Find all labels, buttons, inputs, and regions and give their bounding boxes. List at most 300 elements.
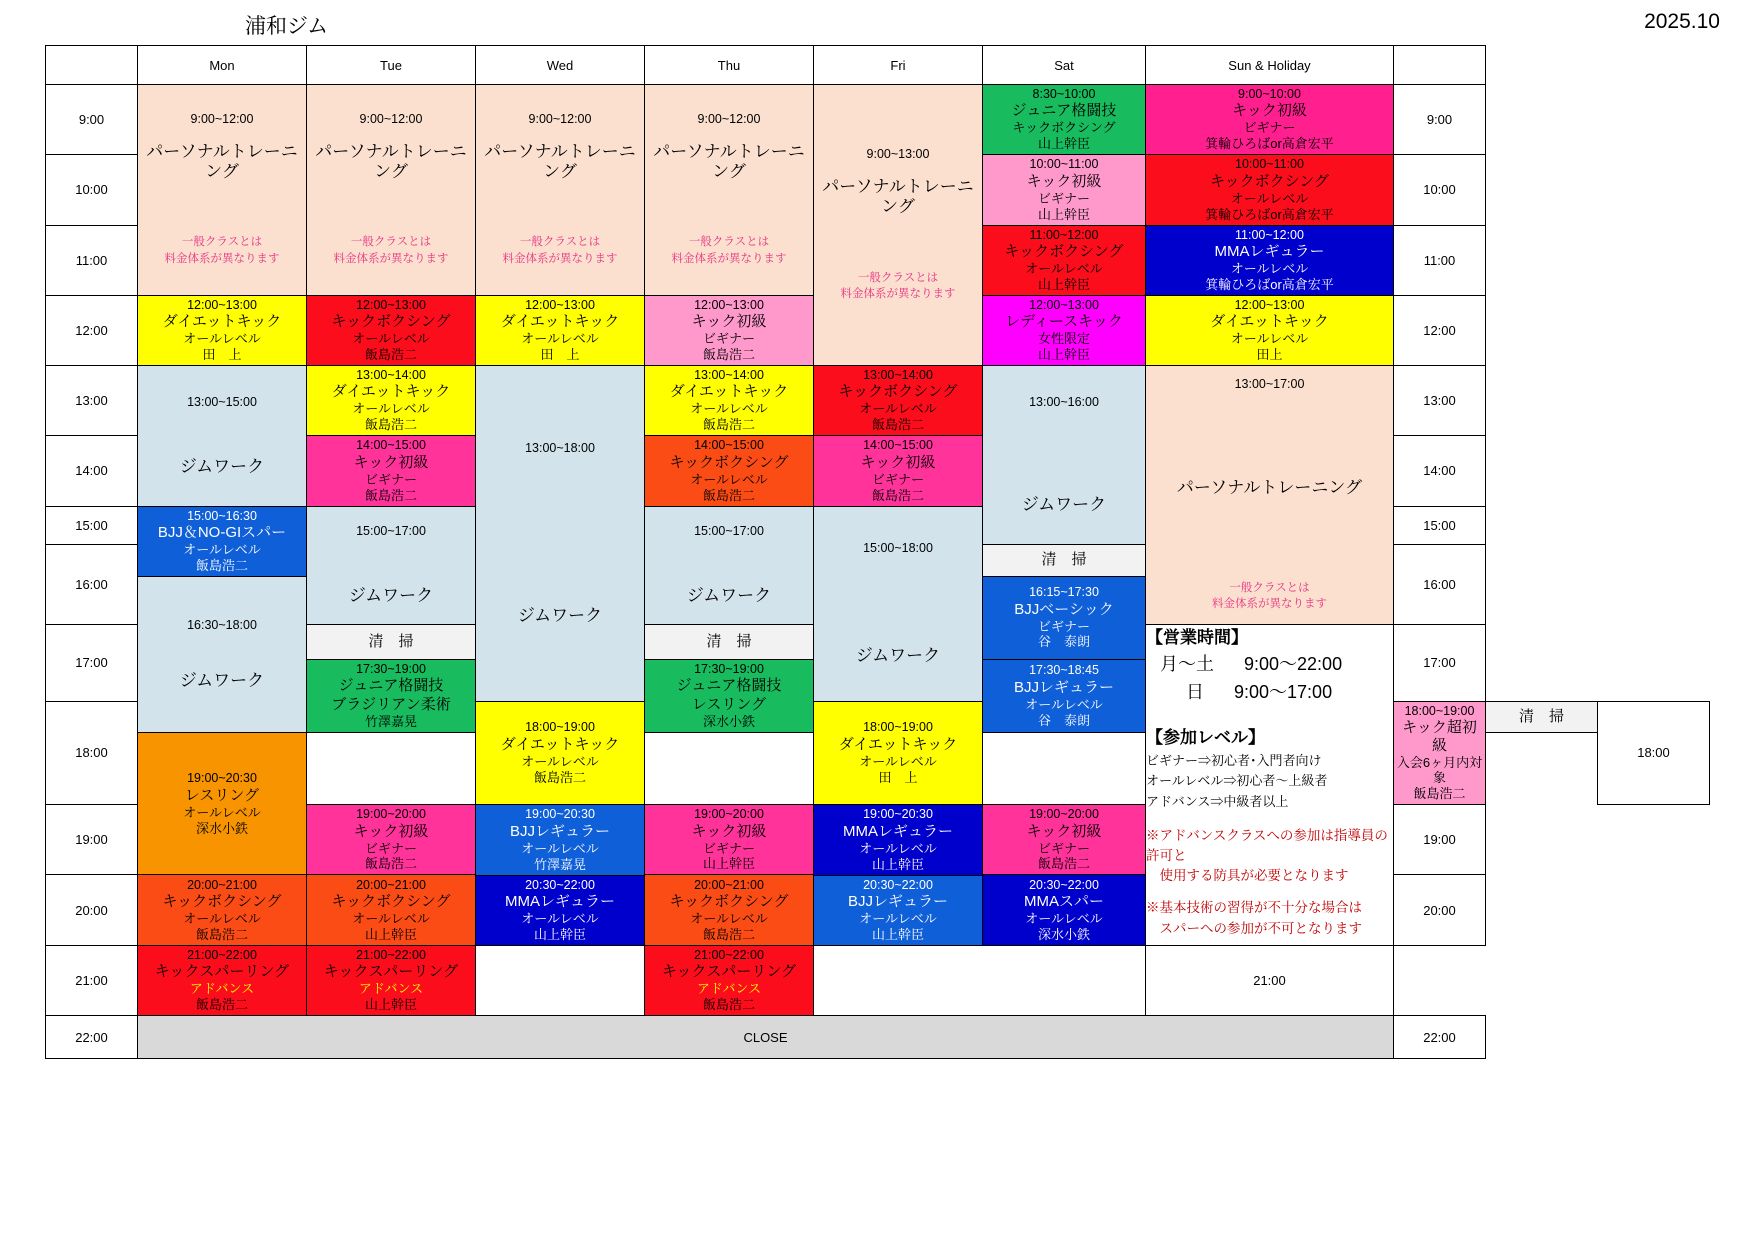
- cell-coach: 飯島浩二: [702, 417, 755, 433]
- cell-title: ダイエットキック: [500, 735, 620, 753]
- cell-level: アドバンス: [696, 981, 762, 997]
- cell-sun-kickboxing: [1146, 155, 1394, 225]
- cell-coach: 田上: [1256, 347, 1283, 363]
- cell-coach: 田 上: [540, 347, 580, 363]
- cell-title: キック初級: [691, 313, 767, 331]
- cell-title: パーソナルトレーニング: [1176, 477, 1363, 497]
- time-label-right-1100: 11:00: [1394, 225, 1486, 295]
- cell-time: 10:00~11:00: [1029, 157, 1099, 172]
- time-label-left-1200: 12:00: [46, 295, 138, 365]
- cell-level: ビギナー: [1243, 120, 1296, 136]
- info-hours-title: 【営業時間】: [1146, 627, 1248, 647]
- cell-coach: 深水小鉄: [702, 714, 755, 730]
- cell-time: 13:00~18:00: [525, 440, 595, 455]
- col-head-fri: Fri: [814, 46, 983, 85]
- cell-time: 19:00~20:00: [694, 807, 764, 822]
- col-head-tue: Tue: [307, 46, 476, 85]
- cell-title: キック超初級: [1402, 719, 1477, 755]
- cell-level: ビギナー: [364, 471, 417, 487]
- info-note-3: スパーへの参加が不可となります: [1146, 920, 1362, 936]
- cell-time: 18:00~19:00: [863, 720, 933, 735]
- cell-sat-clean-2: [1486, 701, 1598, 732]
- cell-title: BJJレギュラー: [1013, 678, 1114, 696]
- cell-level: オールレベル: [859, 401, 937, 417]
- info-levels-title: 【参加レベル】: [1146, 727, 1265, 747]
- cell-sat-wrestling: [138, 733, 307, 875]
- cell-title: ジムワーク: [855, 646, 941, 666]
- cell-time: 10:00~11:00: [1235, 157, 1304, 172]
- cell-sat-junior: [983, 85, 1146, 155]
- cell-wed-personal: [476, 85, 645, 296]
- cell-time: 17:30~18:45: [1029, 663, 1099, 678]
- cell-level: 女性限定: [1037, 331, 1090, 347]
- cell-fri-kick-adv: [1394, 701, 1486, 804]
- cell-time: 19:00~20:30: [863, 807, 933, 822]
- time-label-left-1100: 11:00: [46, 225, 138, 295]
- cell-thu-diet-kick: [645, 366, 814, 436]
- cell-time: 13:00~14:00: [694, 368, 764, 382]
- cell-coach: 飯島浩二: [702, 926, 755, 942]
- time-label-right-2200: 22:00: [1394, 1016, 1486, 1059]
- cell-time: 15:00~18:00: [863, 540, 933, 555]
- cell-mon-kickboxing: [138, 875, 307, 945]
- schedule-period: 2025.10: [1644, 10, 1720, 33]
- cell-mon-sparring: [138, 945, 307, 1015]
- time-label-right-1400: 14:00: [1394, 436, 1486, 506]
- cell-title: パーソナルトレーニング: [822, 176, 974, 217]
- cell-level: ビギナー: [1037, 190, 1090, 206]
- cell-title: キック初級: [860, 453, 936, 471]
- cell-time: 11:00~12:00: [1029, 227, 1099, 242]
- cell-note-2: 料金体系が異なります: [671, 252, 787, 265]
- cell-title: MMAレギュラー: [1214, 242, 1325, 260]
- cell-mon-diet-kick-2: [476, 701, 645, 804]
- cell-title: キックボクシング: [1004, 242, 1124, 260]
- cell-title: BJJレギュラー: [509, 822, 610, 840]
- cell-title: パーソナルトレーニング: [315, 141, 467, 182]
- cell-wed-gymwork: [476, 366, 645, 702]
- cell-wed-kick-beg: [645, 805, 814, 875]
- cell-time: 16:15~17:30: [1029, 585, 1099, 600]
- cell-note-1: 一般クラスとは: [857, 271, 939, 284]
- cell-note-1: 一般クラスとは: [688, 236, 770, 249]
- cell-time: 20:00~21:00: [187, 877, 257, 892]
- time-label-left-1000: 10:00: [46, 155, 138, 225]
- cell-level: ビギナー: [1037, 618, 1090, 634]
- cell-time: 13:00~15:00: [187, 394, 257, 409]
- time-label-left-1500: 15:00: [46, 506, 138, 544]
- cell-coach: 山上幹臣: [364, 926, 417, 942]
- cell-time: 12:00~13:00: [187, 297, 257, 312]
- cell-mon-gymwork-1: [138, 366, 307, 507]
- cell-time: 12:00~13:00: [1029, 297, 1099, 312]
- col-head-blank-left: [46, 46, 138, 85]
- cell-level: オールレベル: [1230, 190, 1309, 206]
- cell-coach: 山上幹臣: [871, 926, 924, 942]
- cell-wed-diet-kick: [476, 295, 645, 365]
- cell-time: 21:00~22:00: [187, 947, 257, 962]
- cell-coach: 山上幹臣: [364, 997, 417, 1013]
- time-label-right-1700: 17:00: [1394, 624, 1486, 701]
- cell-fri-kickboxing-2: [645, 875, 814, 945]
- info-note-2: ※基本技術の習得が不十分な場合は: [1146, 900, 1362, 916]
- cell-level: オールレベル: [521, 910, 599, 926]
- cell-time: 9:00~12:00: [190, 112, 254, 127]
- cell-time: 20:00~21:00: [694, 877, 764, 892]
- cell-time: 19:00~20:30: [525, 807, 595, 822]
- cell-time: 13:00~16:00: [1029, 394, 1099, 409]
- cell-tue-kickboxing: [307, 295, 476, 365]
- cell-tue-bjj-reg: [476, 805, 645, 875]
- cell-title: ジムワーク: [1021, 494, 1107, 514]
- cell-title: キックスパーリング: [154, 963, 290, 981]
- cell-title: パーソナルトレーニング: [146, 141, 298, 182]
- info-note-0: ※アドバンスクラスへの参加は指導員の許可と: [1146, 827, 1388, 863]
- time-label-right-1000: 10:00: [1394, 155, 1486, 225]
- cell-title: キックボクシング: [162, 892, 282, 910]
- cell-coach: 山上幹臣: [1037, 347, 1090, 363]
- info-hours-0-days: 月～土: [1160, 654, 1214, 675]
- cell-level: ビギナー: [364, 840, 417, 856]
- cell-coach: 谷 泰朗: [1037, 634, 1090, 650]
- cell-title-1: ジュニア格闘技: [338, 677, 444, 695]
- cell-mon-diet-kick: [138, 295, 307, 365]
- cell-coach: 飯島浩二: [702, 487, 755, 503]
- cell-time: 9:00~12:00: [359, 112, 423, 127]
- cell-tue-kick-beg: [307, 436, 476, 506]
- info-hours-1-days: 日: [1186, 681, 1204, 702]
- cell-level: ビギナー: [702, 840, 755, 856]
- schedule-table: [45, 45, 1710, 1059]
- cell-mon-personal: [138, 85, 307, 296]
- cell-sun-diet-kick: [1146, 295, 1394, 365]
- cell-coach: 山上幹臣: [533, 926, 586, 942]
- cell-coach: 山上幹臣: [1037, 136, 1090, 152]
- cell-title: 清 掃: [1041, 551, 1087, 569]
- cell-time: 14:00~15:00: [863, 438, 933, 453]
- cell-mon-gymwork-2: [138, 576, 307, 732]
- cell-sat-bjj-reg: [983, 659, 1146, 732]
- close-banner: CLOSE: [138, 1016, 1394, 1059]
- time-label-right-1300: 13:00: [1394, 366, 1486, 436]
- cell-coach: 飯島浩二: [364, 487, 417, 503]
- cell-wed-diet-kick-2: [814, 701, 983, 804]
- cell-tue-junior: [307, 659, 476, 732]
- cell-note-1: 一般クラスとは: [1229, 581, 1310, 594]
- cell-title: キックスパーリング: [661, 963, 797, 981]
- cell-title: レスリング: [184, 786, 260, 804]
- cell-note-2: 料金体系が異なります: [333, 252, 449, 265]
- cell-title: MMAレギュラー: [505, 892, 615, 910]
- cell-level: アドバンス: [189, 981, 255, 997]
- cell-tue-diet-kick: [307, 366, 476, 436]
- cell-title: キックボクシング: [1209, 172, 1330, 190]
- cell-title: ダイエットキック: [500, 313, 620, 331]
- cell-sun-personal: [1146, 366, 1394, 625]
- cell-note-2: 料金体系が異なります: [840, 288, 956, 301]
- cell-note-2: 料金体系が異なります: [164, 252, 280, 265]
- cell-title-2: レスリング: [691, 696, 767, 714]
- cell-coach: 飯島浩二: [195, 926, 248, 942]
- cell-title: ジムワーク: [348, 586, 434, 606]
- cell-coach: 箕輪ひろばor高倉宏平: [1205, 206, 1334, 222]
- cell-coach: 田 上: [878, 769, 918, 785]
- gym-name: 浦和ジム: [245, 15, 329, 38]
- cell-level: オールレベル: [859, 840, 937, 856]
- cell-coach: 山上幹臣: [1037, 206, 1090, 222]
- cell-time: 14:00~15:00: [694, 438, 764, 453]
- cell-coach: 飯島浩二: [702, 347, 755, 363]
- cell-title: キックスパーリング: [323, 963, 459, 981]
- cell-title: 清 掃: [1518, 708, 1564, 725]
- cell-thu-bjj-reg: [814, 875, 983, 945]
- cell-sat-ladies: [983, 295, 1146, 365]
- cell-title: キックボクシング: [838, 383, 958, 401]
- cell-sun-mma-reg: [1146, 225, 1394, 295]
- cell-title: ジュニア格闘技: [1011, 102, 1117, 120]
- cell-sat-clean-1: [983, 544, 1146, 576]
- cell-coach: 飯島浩二: [364, 417, 417, 433]
- col-head-wed: Wed: [476, 46, 645, 85]
- cell-title-2: ブラジリアン柔術: [331, 696, 451, 714]
- cell-title: キック初級: [353, 822, 429, 840]
- time-label-left-1400: 14:00: [46, 436, 138, 506]
- info-level-1: オールレベル⇒初心者～上級者: [1146, 773, 1328, 789]
- cell-title: ダイエットキック: [331, 383, 451, 401]
- cell-level: オールレベル: [521, 753, 599, 769]
- info-note-1: 使用する防具が必要となります: [1146, 868, 1349, 884]
- cell-wed-kickboxing: [307, 875, 476, 945]
- cell-title: キックボクシング: [669, 453, 789, 471]
- cell-title: ジムワーク: [517, 606, 603, 626]
- cell-time: 19:00~20:00: [1029, 807, 1099, 822]
- cell-sat-kickboxing: [983, 225, 1146, 295]
- cell-time: 17:30~19:00: [356, 661, 426, 676]
- cell-time: 9:00~13:00: [866, 147, 930, 162]
- info-hours-0-time: 9:00～22:00: [1244, 654, 1343, 675]
- cell-title: ダイエットキック: [162, 313, 282, 331]
- time-label-left-0900: 9:00: [46, 85, 138, 155]
- cell-note-1: 一般クラスとは: [181, 236, 263, 249]
- cell-title: キック初級: [1026, 822, 1102, 840]
- cell-time: 8:30~10:00: [1032, 87, 1096, 101]
- cell-coach: 飯島浩二: [533, 769, 586, 785]
- time-label-left-1600: 16:00: [46, 544, 138, 624]
- cell-time: 15:00~17:00: [356, 523, 426, 538]
- cell-level: オールレベル: [1230, 331, 1309, 347]
- cell-level: オールレベル: [859, 753, 937, 769]
- cell-thu-gymwork: [645, 506, 814, 624]
- col-head-thu: Thu: [645, 46, 814, 85]
- cell-coach: 山上幹臣: [1037, 276, 1090, 292]
- cell-coach: 飯島浩二: [364, 347, 417, 363]
- cell-title: キックボクシング: [331, 313, 451, 331]
- cell-time: 12:00~13:00: [356, 297, 426, 312]
- col-head-blank-right: [1394, 46, 1486, 85]
- cell-sat-mma-spar: [983, 875, 1146, 945]
- cell-thu-kickboxing: [645, 436, 814, 506]
- cell-time: 9:00~10:00: [1238, 87, 1301, 101]
- cell-level: ビギナー: [871, 471, 924, 487]
- cell-level: オールレベル: [352, 331, 430, 347]
- cell-coach: 飯島浩二: [195, 557, 248, 573]
- cell-level: キックボクシング: [1012, 120, 1116, 136]
- time-label-right-1200: 12:00: [1394, 295, 1486, 365]
- cell-coach: 飯島浩二: [195, 997, 248, 1013]
- cell-level: オールレベル: [521, 840, 599, 856]
- cell-coach: 竹澤嘉晃: [364, 714, 417, 730]
- cell-level: オールレベル: [352, 401, 430, 417]
- cell-title: 清 掃: [706, 632, 752, 650]
- cell-sat-bjj-basic: [983, 576, 1146, 659]
- cell-fri-sparring: [645, 945, 814, 1015]
- cell-note-2: 料金体系が異なります: [502, 252, 618, 265]
- cell-time: 15:00~16:30: [187, 508, 257, 523]
- cell-note-1: 一般クラスとは: [519, 236, 601, 249]
- cell-time: 15:00~17:00: [694, 523, 764, 538]
- cell-level: オールレベル: [521, 331, 599, 347]
- cell-title: ダイエットキック: [1210, 313, 1329, 331]
- cell-time: 19:00~20:00: [356, 807, 426, 822]
- cell-title: レディースキック: [1005, 313, 1123, 331]
- cell-mon-kick-beg: [307, 805, 476, 875]
- cell-coach: 飯島浩二: [1037, 856, 1090, 872]
- cell-level: オールレベル: [1025, 260, 1103, 276]
- cell-thu-personal: [645, 85, 814, 296]
- cell-coach: 深水小鉄: [1037, 926, 1090, 942]
- cell-level: アドバンス: [358, 981, 424, 997]
- cell-thu-mma-reg: [814, 805, 983, 875]
- cell-title: 清 掃: [368, 632, 414, 650]
- time-label-left-2100: 21:00: [46, 945, 138, 1015]
- col-head-sun: Sun & Holiday: [1146, 46, 1394, 85]
- cell-coach: 田 上: [202, 347, 242, 363]
- time-label-right-1600: 16:00: [1394, 544, 1486, 624]
- cell-time: 19:00~20:30: [187, 771, 257, 786]
- cell-coach: 箕輪ひろばor高倉宏平: [1205, 136, 1334, 152]
- time-label-right-2100: 21:00: [1146, 945, 1394, 1015]
- cell-title: パーソナルトレーニング: [484, 141, 636, 182]
- cell-wed-sparring: [307, 945, 476, 1015]
- cell-title: MMAレギュラー: [843, 822, 953, 840]
- cell-time: 12:00~13:00: [694, 297, 764, 312]
- cell-time: 11:00~12:00: [1235, 227, 1304, 242]
- cell-title: ダイエットキック: [669, 383, 789, 401]
- cell-thu-kick-beg: [645, 295, 814, 365]
- cell-level: ビギナー: [702, 331, 755, 347]
- cell-time: 9:00~12:00: [528, 112, 592, 127]
- cell-time: 13:00~14:00: [863, 368, 933, 382]
- cell-fri-kick-beg: [814, 436, 983, 506]
- time-label-left-2000: 20:00: [46, 875, 138, 945]
- cell-level: オールレベル: [183, 331, 261, 347]
- cell-title: キック初級: [1026, 172, 1102, 190]
- cell-level: オールレベル: [690, 910, 768, 926]
- row-2200-close: [46, 1016, 1710, 1059]
- time-label-left-1300: 13:00: [46, 366, 138, 436]
- cell-time: 21:00~22:00: [356, 947, 426, 962]
- cell-title: BJJレギュラー: [847, 892, 948, 910]
- cell-fri-kick-beg-2: [983, 805, 1146, 875]
- cell-coach: 飯島浩二: [702, 997, 755, 1013]
- cell-thu-clean: [645, 624, 814, 659]
- cell-coach: 竹澤嘉晃: [533, 856, 586, 872]
- cell-title: キックボクシング: [669, 892, 789, 910]
- time-label-left-1700: 17:00: [46, 624, 138, 701]
- cell-title: ダイエットキック: [838, 735, 958, 753]
- cell-coach: 飯島浩二: [364, 856, 417, 872]
- cell-title: ジムワーク: [179, 670, 265, 690]
- cell-coach: 箕輪ひろばor高倉宏平: [1205, 276, 1334, 292]
- cell-title: キックボクシング: [331, 892, 451, 910]
- time-label-right-0900: 9:00: [1394, 85, 1486, 155]
- time-label-right-2000: 20:00: [1394, 875, 1486, 945]
- cell-coach: 山上幹臣: [871, 856, 924, 872]
- cell-time: 9:00~12:00: [697, 112, 761, 127]
- cell-level: オールレベル: [352, 910, 430, 926]
- cell-time: 21:00~22:00: [694, 947, 764, 962]
- cell-time: 17:30~19:00: [694, 661, 764, 676]
- cell-level: オールレベル: [1230, 260, 1309, 276]
- cell-time: 20:30~22:00: [863, 877, 933, 892]
- cell-time: 13:00~14:00: [356, 368, 426, 382]
- cell-time: 16:30~18:00: [187, 618, 257, 633]
- cell-time: 20:30~22:00: [1029, 877, 1099, 892]
- info-level-2: アドバンス⇒中級者以上: [1146, 793, 1289, 809]
- cell-level: オールレベル: [183, 541, 261, 557]
- cell-fri-gymwork: [814, 506, 983, 701]
- info-level-0: ビギナー⇒初心者･入門者向け: [1146, 753, 1322, 769]
- cell-title: パーソナルトレーニング: [653, 141, 805, 182]
- cell-coach: 谷 泰朗: [1037, 712, 1090, 728]
- cell-info-panel: [1146, 624, 1394, 945]
- cell-title: キック初級: [1232, 102, 1307, 120]
- cell-thu-junior: [645, 659, 814, 732]
- cell-coach: 飯島浩二: [871, 417, 924, 433]
- cell-fri-personal: [814, 85, 983, 366]
- cell-tue-gymwork: [307, 506, 476, 624]
- cell-title: MMAスパー: [1024, 892, 1104, 910]
- cell-sat-gymwork: [983, 366, 1146, 545]
- time-label-left-1800: 18:00: [46, 701, 138, 804]
- cell-coach: 山上幹臣: [702, 856, 755, 872]
- cell-title: BJJ＆NO-GIスパー: [157, 523, 287, 541]
- cell-title-1: ジュニア格闘技: [676, 677, 782, 695]
- cell-title: キック初級: [353, 453, 429, 471]
- cell-coach: 深水小鉄: [195, 820, 248, 836]
- cell-coach: 飯島浩二: [871, 487, 924, 503]
- cell-time: 13:00~17:00: [1234, 377, 1305, 392]
- cell-title: ジムワーク: [179, 456, 265, 476]
- cell-sun-kick-beg: [1146, 85, 1394, 155]
- cell-level: ビギナー: [1037, 840, 1090, 856]
- cell-level: オールレベル: [183, 910, 261, 926]
- cell-level: オールレベル: [859, 910, 937, 926]
- cell-tue-personal: [307, 85, 476, 296]
- time-label-left-1900: 19:00: [46, 805, 138, 875]
- col-head-sat: Sat: [983, 46, 1146, 85]
- cell-title: BJJベーシック: [1014, 600, 1114, 618]
- time-label-right-1500: 15:00: [1394, 506, 1486, 544]
- cell-note-1: 一般クラスとは: [350, 236, 432, 249]
- cell-time: 12:00~13:00: [1234, 297, 1305, 312]
- cell-time: 18:00~19:00: [1404, 703, 1475, 718]
- cell-tue-mma-reg: [476, 875, 645, 945]
- cell-coach: 飯島浩二: [1413, 786, 1466, 802]
- time-label-right-1800: 18:00: [1598, 701, 1710, 804]
- cell-level: オールレベル: [690, 471, 768, 487]
- cell-title: ジムワーク: [686, 586, 772, 606]
